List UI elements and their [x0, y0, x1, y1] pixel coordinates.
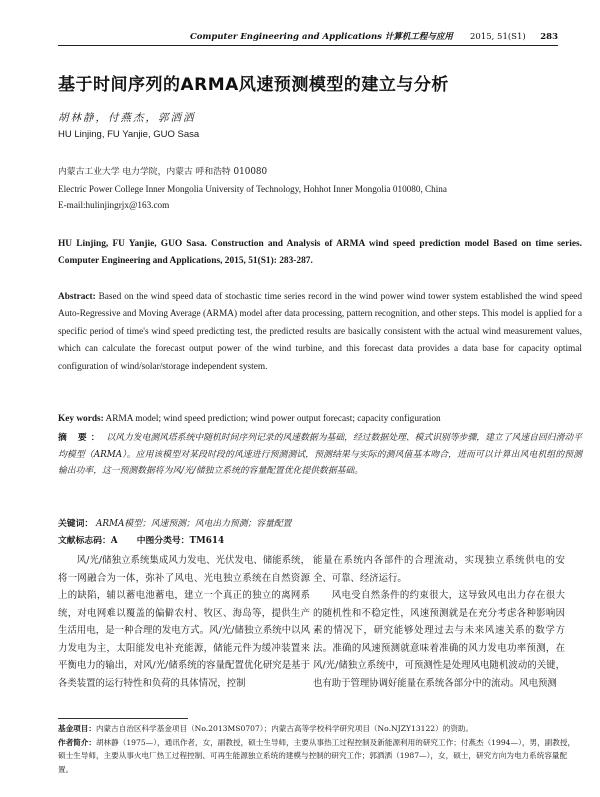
keywords-cn-label: 关键词： — [58, 519, 94, 529]
page-number: 283 — [540, 32, 558, 42]
paper-title: 基于时间序列的ARMA风速预测模型的建立与分析 — [58, 75, 449, 95]
body-paragraph: 风电受自然条件的约束很大，这导致风电出力存在很大的随机性和不稳定性，风速预测就是在充分考虑各种影响因素的情况下，研究能够处理过去与未来风速关系的数学方法。准确的风速预测就意味着准确的风力发电功率预测，在风/光/储独立系统中，可预测性是处理风电随机波动的关键，也有助于管理协调好能量在系统各部分中的流动。风电预测 — [313, 590, 565, 689]
body-paragraph: 风/光/储独立系统集成风力发电、光伏发电、储能系统，将一网融合为一体，弥补了风电、光电独立系统在自然资源上的缺陷，辅以蓄电池蓄电，建立一个真正的独立的离网系统，对电网难以覆盖的偏僻农村、牧区、海岛等，提供生产生活用电，是一种合理的发电方式。风/光/储独立系统中以风力发电为主，太阳能发电补充能源，储能元件为缓冲装置来平衡电力的输出，对风/光/储系统的容量配置优化研究是基于各类装置的运行特性和负荷的具体情况，控制 — [58, 555, 310, 689]
keywords-en-text: ARMA model; wind speed prediction; wind power output forecast; capacity configuration — [105, 414, 441, 424]
issue-info: 2015, 51(S1) — [470, 32, 526, 42]
affiliation-block — [58, 164, 578, 214]
funding-label: 基金项目： — [58, 724, 96, 733]
body-left-column — [58, 552, 310, 692]
author-bio-note — [58, 736, 582, 777]
clc-number: 中图分类号：TM614 — [136, 536, 225, 546]
abstract-english — [58, 289, 582, 376]
affiliation-chinese: 内蒙古工业大学 电力学院，内蒙古 呼和浩特 010080 — [58, 167, 268, 177]
abstract-chinese — [58, 430, 582, 480]
footnote-divider — [58, 718, 188, 719]
authors-chinese: 胡林静，付燕杰，郭洒洒 — [58, 112, 196, 124]
funding-note — [58, 722, 582, 736]
keywords-chinese — [58, 516, 582, 532]
abstract-en-text: Based on the wind speed data of stochastic time series record in the wind power wind tower system established the wind speed Auto-Regressive and Moving Average (ARMA) model after data processing, pattern recognition, and other steps. This model is applied for a specific period of time's wind speed predicting test, the predicted results are basically consistent with the actual wind measurement values, which can calculate the forecast output power of the wind turbine, and this forecast data provides a data base for capacity optimal configuration of wind/solar/storage independent system. — [58, 292, 583, 372]
authors-english: HU Linjing, FU Yanjie, GUO Sasa — [58, 129, 200, 140]
abstract-cn-text: 以风力发电测风塔系统中随机时间序列记录的风速数据为基础，经过数据处理、模式识别等步骤，建立了风速自回归滑动平均模型（ARMA）。应用该模型对某段时段的风速进行预测测试，预测结果与实际的测风值基本吻合，进而可以计算出风电机组的预测输出功率，这一预测数据将为风/光/储独立系统的容量配置优化提供数据基础。 — [58, 433, 582, 477]
affiliation-english: Electric Power College Inner Mongolia University of Technology, Hohhot Inner Mongolia 010080, China — [58, 183, 447, 194]
funding-text: 内蒙古自治区科学基金项目（No.2013MS0707）；内蒙古高等学校科学研究项目（No.NJZY13122）的资助。 — [95, 724, 474, 733]
page-header — [58, 30, 558, 46]
keywords-en-label: Key words: — [58, 414, 104, 424]
citation: HU Linjing, FU Yanjie, GUO Sasa. Construction and Analysis of ARMA wind speed prediction model Based on time series. Computer Engineering and Applications, 2015, 51(S1): 283-287. — [58, 239, 582, 266]
keywords-english — [58, 411, 582, 428]
classification-line — [58, 533, 582, 549]
footnotes — [58, 722, 582, 776]
keywords-cn-text: ARMA模型；风速预测；风电出力预测；容量配置 — [96, 519, 292, 529]
bio-text: 胡林静（1975—），通讯作者，女，副教授，硕士生导师，主要从事热工过程控制及新能源利用的研究工作；付燕杰（1994—），男，副教授，硕士生导师，主要从事火电厂热工过程控制、可再生能源独立系统的建模与控制的研究工作；郭洒洒（1987—），女，硕士，研究方向为电力系统容量配置。 — [58, 737, 576, 774]
journal-name: Computer Engineering and Applications 计算机工程与应用 — [190, 32, 453, 42]
bio-label: 作者简介： — [58, 737, 96, 747]
body-right-column — [313, 552, 565, 692]
document-code: 文献标志码：A — [58, 536, 118, 546]
body-paragraph: 能量在系统内各部件的合理流动，实现独立系统供电的安全、可靠、经济运行。 — [313, 555, 565, 584]
author-email: E-mail:hulinjingrjx@163.com — [58, 200, 170, 210]
abstract-en-label: Abstract: — [58, 292, 96, 302]
abstract-cn-label: 摘 要： — [58, 433, 104, 443]
